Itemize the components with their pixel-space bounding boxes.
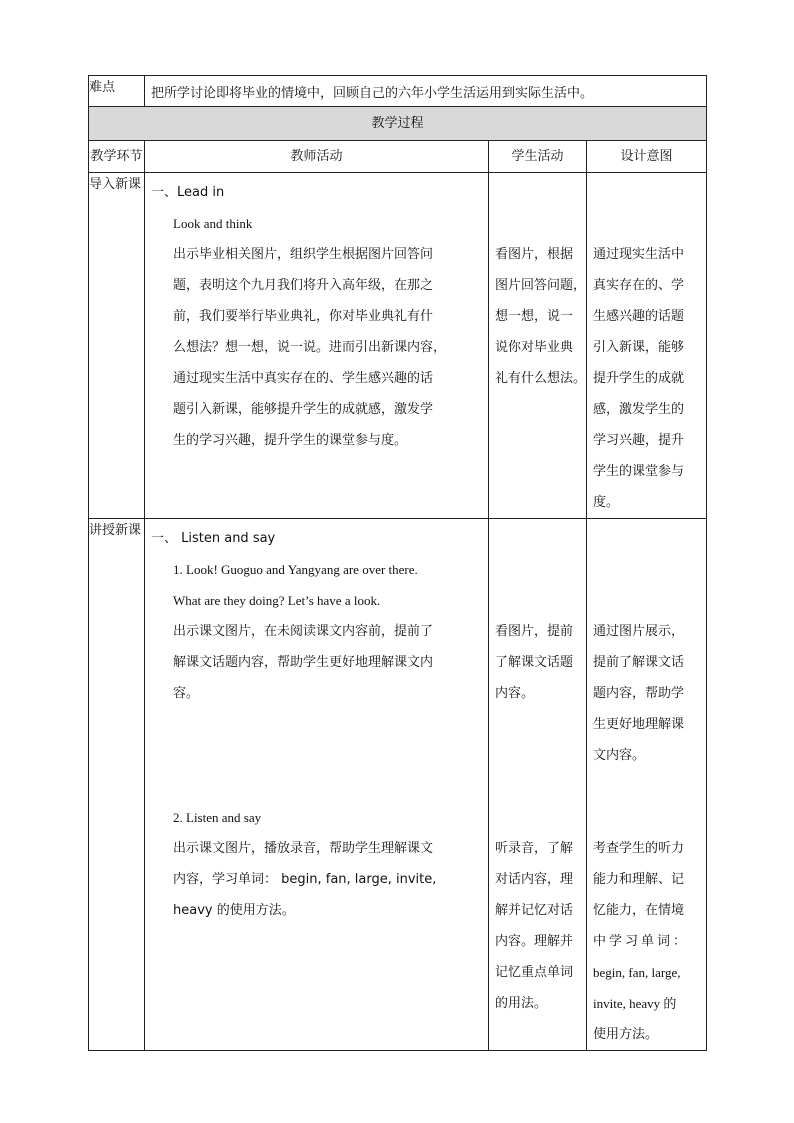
column-header-student: 学生活动 [511, 149, 564, 164]
teacher-line: 解课文话题内容，帮助学生更好地理解课文内 [173, 655, 434, 670]
student-line: 解并记忆对话 [495, 903, 574, 918]
intent-line: 真实存在的、学 [593, 278, 685, 293]
teacher-heading: 一、Lead in [151, 185, 225, 200]
stage-cell: 讲授新课 [89, 519, 145, 1051]
intent-cell [587, 173, 707, 519]
section-header-row [89, 107, 707, 141]
teacher-line: 么想法？想一想，说一说。进而引出新课内容， [173, 340, 447, 355]
teacher-line: 出示课文图片，在未阅读课文内容前，提前了 [173, 624, 434, 639]
student-line: 内容。 [495, 686, 535, 701]
teacher-en-line: 1. Look! Guoguo and Yangyang are over there. [173, 562, 418, 577]
teacher-line: 题引入新课，能够提升学生的成就感，激发学 [173, 402, 434, 417]
intent-line: 忆能力，在情境 [593, 903, 685, 918]
student-line: 听录音，了解 [495, 841, 574, 856]
intent-line: 度。 [593, 495, 620, 510]
intent-line: 通过现实生活中 [593, 247, 685, 262]
teacher-heading: 一、 Listen and say [151, 531, 276, 546]
teacher-activity-cell [145, 173, 489, 519]
difficulty-label: 难点 [89, 76, 145, 107]
intent-line: 使用方法。 [593, 1027, 659, 1042]
lesson-plan-table [88, 75, 707, 1051]
stage-cell: 导入新课 [89, 173, 145, 519]
intent-line: 引入新课，能够 [593, 340, 685, 355]
student-line: 记忆重点单词 [495, 965, 574, 980]
intent-line: 题内容，帮助学 [593, 686, 685, 701]
column-header-stage: 教学环节 [90, 149, 143, 164]
teacher-line: 出示毕业相关图片，组织学生根据图片回答问 [173, 247, 434, 262]
teacher-en-line: What are they doing? Let’s have a look. [173, 593, 381, 608]
student-line: 想一想，说一 [495, 309, 574, 324]
student-activity-cell [489, 519, 587, 1051]
teacher-line: 生的学习兴趣，提升学生的课堂参与度。 [173, 433, 408, 448]
teacher-line: 题，表明这个九月我们将升入高年级，在那之 [173, 278, 434, 293]
intent-line: 文内容。 [593, 748, 646, 763]
student-activity-cell [489, 173, 587, 519]
intent-line: invite, heavy 的 [593, 996, 677, 1011]
column-header-intent: 设计意图 [620, 149, 673, 164]
teacher-line: 出示课文图片，播放录音，帮助学生理解课文 [173, 841, 434, 856]
student-line: 看图片，提前 [495, 624, 574, 639]
intent-cell [587, 519, 707, 1051]
student-line: 对话内容，理 [495, 872, 574, 887]
column-header-teacher: 教师活动 [290, 149, 343, 164]
teacher-line: heavy 的使用方法。 [173, 903, 295, 918]
intent-line: 学习兴趣，提升 [593, 433, 685, 448]
intent-line: 学生的课堂参与 [593, 464, 685, 479]
student-line: 礼有什么想法。 [495, 371, 587, 386]
student-line: 的用法。 [495, 996, 548, 1011]
teacher-line: 前，我们要举行毕业典礼，你对毕业典礼有什 [173, 309, 434, 324]
section-title: 教学过程 [371, 116, 424, 131]
intent-line: 通过图片展示， [593, 624, 685, 639]
student-line: 了解课文话题 [495, 655, 574, 670]
intent-line: 感，激发学生的 [593, 402, 685, 417]
column-header-row [89, 141, 707, 173]
difficulty-text: 把所学讨论即将毕业的情境中，回顾自己的六年小学生活运用到实际生活中。 [151, 86, 594, 101]
intent-line: 生更好地理解课 [593, 717, 685, 732]
table-row [89, 173, 707, 519]
teacher-line: 容。 [173, 686, 200, 701]
teacher-activity-cell [145, 519, 489, 1051]
intent-line: 提前了解课文话 [593, 655, 685, 670]
student-line: 看图片，根据 [495, 247, 574, 262]
teacher-line: 内容，学习单词： begin, fan, large, invite, [173, 872, 437, 887]
table-row [89, 519, 707, 1051]
intent-line: 能力和理解、记 [593, 872, 685, 887]
intent-line: 生感兴趣的话题 [593, 309, 685, 324]
intent-line: 中学习单词： [593, 934, 690, 949]
student-line: 说你对毕业典 [495, 340, 574, 355]
intent-line: 考查学生的听力 [593, 841, 685, 856]
intent-line: 提升学生的成就 [593, 371, 685, 386]
teacher-subheading: Look and think [173, 216, 253, 231]
student-line: 内容。理解并 [495, 934, 574, 949]
difficulty-row [89, 76, 707, 107]
intent-line: begin, fan, large, [593, 965, 681, 980]
student-line: 图片回答问题， [495, 278, 587, 293]
teacher-en-title: 2. Listen and say [173, 810, 262, 825]
teacher-line: 通过现实生活中真实存在的、学生感兴趣的话 [173, 371, 434, 386]
